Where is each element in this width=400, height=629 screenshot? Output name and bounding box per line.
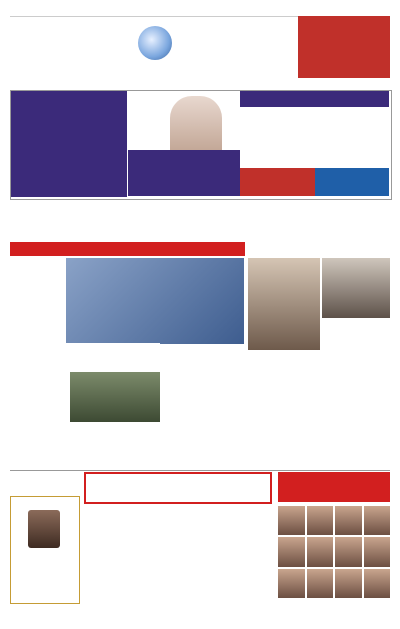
main-headline[interactable] — [10, 206, 390, 240]
phone-bar — [240, 168, 389, 196]
article-column — [84, 504, 172, 602]
obituary-title — [10, 496, 78, 508]
accused-photo — [307, 537, 334, 566]
side-headline[interactable] — [250, 242, 390, 256]
accused-photo — [307, 569, 334, 598]
article-column — [176, 504, 270, 602]
crowd-graphic — [66, 258, 244, 344]
accused-photo — [364, 537, 391, 566]
advertise-box[interactable] — [298, 16, 390, 78]
article-column — [276, 384, 390, 468]
accused-photo — [278, 506, 305, 535]
article-column — [10, 260, 64, 340]
accused-photo — [307, 506, 334, 535]
obituary-photo — [28, 510, 60, 548]
samarth-ivf-panel — [11, 91, 127, 197]
accused-photo — [335, 537, 362, 566]
article-column — [10, 372, 66, 468]
story-rain-headline[interactable] — [10, 343, 160, 369]
story-ink-headline[interactable] — [278, 472, 390, 502]
ivf-centre-banner — [240, 91, 389, 107]
accused-photos — [278, 506, 390, 598]
phone-1[interactable] — [240, 168, 315, 196]
sub-headline[interactable] — [10, 242, 245, 256]
section-nav — [20, 66, 270, 74]
article-column — [322, 320, 390, 352]
article-column — [70, 424, 160, 468]
article-column — [164, 356, 272, 468]
accused-photo — [278, 569, 305, 598]
fallen-tree-photo — [70, 372, 160, 422]
accused-photo — [364, 569, 391, 598]
accused-photo — [335, 569, 362, 598]
accused-photo — [335, 506, 362, 535]
section-divider — [10, 470, 390, 471]
accused-photo — [364, 506, 391, 535]
trump-photo — [322, 258, 390, 318]
cm-photo — [248, 258, 320, 350]
story-youth-headline[interactable] — [276, 356, 390, 382]
doctor-panel — [128, 150, 240, 196]
phone-2[interactable] — [315, 168, 390, 196]
accused-photo — [278, 537, 305, 566]
story-accident-headline[interactable] — [84, 472, 272, 504]
globe-icon — [138, 26, 172, 60]
